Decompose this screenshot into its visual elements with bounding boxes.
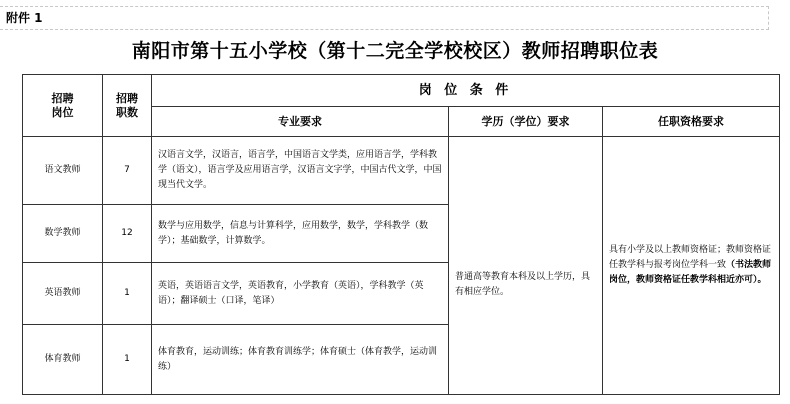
major-cell: 体育教育，运动训练；体育教育训练学；体育硕士（体育教学，运动训练） <box>152 325 449 395</box>
count-cell: 1 <box>103 325 152 395</box>
header-conditions: 岗 位 条 件 <box>152 75 780 107</box>
recruitment-table <box>22 74 780 395</box>
qualification-text: 具有小学及以上教师资格证；教师资格证任教学科与报考岗位学科一致 <box>609 245 772 270</box>
header-count-line1: 招聘 <box>116 91 138 105</box>
position-cell: 语文教师 <box>23 137 103 205</box>
header-education: 学历（学位）要求 <box>449 107 603 137</box>
table-row <box>23 137 780 205</box>
position-cell: 数学教师 <box>23 205 103 263</box>
major-cell: 英语，英语语言文学，英语教育，小学教育（英语），学科教学（英语）；翻译硕士（口译，笔译） <box>152 263 449 325</box>
position-cell: 英语教师 <box>23 263 103 325</box>
header-position-line1: 招聘 <box>51 91 74 105</box>
header-position-line2: 岗位 <box>51 105 74 119</box>
header-count <box>103 75 152 137</box>
header-position <box>23 75 103 137</box>
count-cell: 7 <box>103 137 152 205</box>
header-row-1 <box>23 75 780 107</box>
education-cell <box>449 137 603 395</box>
count-cell: 1 <box>103 263 152 325</box>
attachment-bar <box>0 6 769 30</box>
header-count-line2: 职数 <box>116 105 138 119</box>
education-text: 普通高等教育本科及以上学历，具有相应学位。 <box>455 271 591 297</box>
qualification-note: （书法教师岗位，教师资格证任教学科相近亦可）。 <box>609 260 772 285</box>
position-cell: 体育教师 <box>23 325 103 395</box>
major-cell: 数学与应用数学，信息与计算科学，应用数学，数学，学科教学（数学）；基础数学，计算数学。 <box>152 205 449 263</box>
header-major: 专业要求 <box>152 107 449 137</box>
major-cell: 汉语言文学，汉语言，语言学，中国语言文学类，应用语言学，学科教学（语文），语言学及应用语言学，汉语言文字学，中国古代文学，中国现当代文学。 <box>152 137 449 205</box>
header-qualification: 任职资格要求 <box>603 107 780 137</box>
qualification-cell <box>603 137 780 395</box>
page-title: 南阳市第十五小学校（第十二完全学校校区）教师招聘职位表 <box>131 40 659 62</box>
count-cell: 12 <box>103 205 152 263</box>
attachment-label: 附件 1 <box>6 11 43 25</box>
